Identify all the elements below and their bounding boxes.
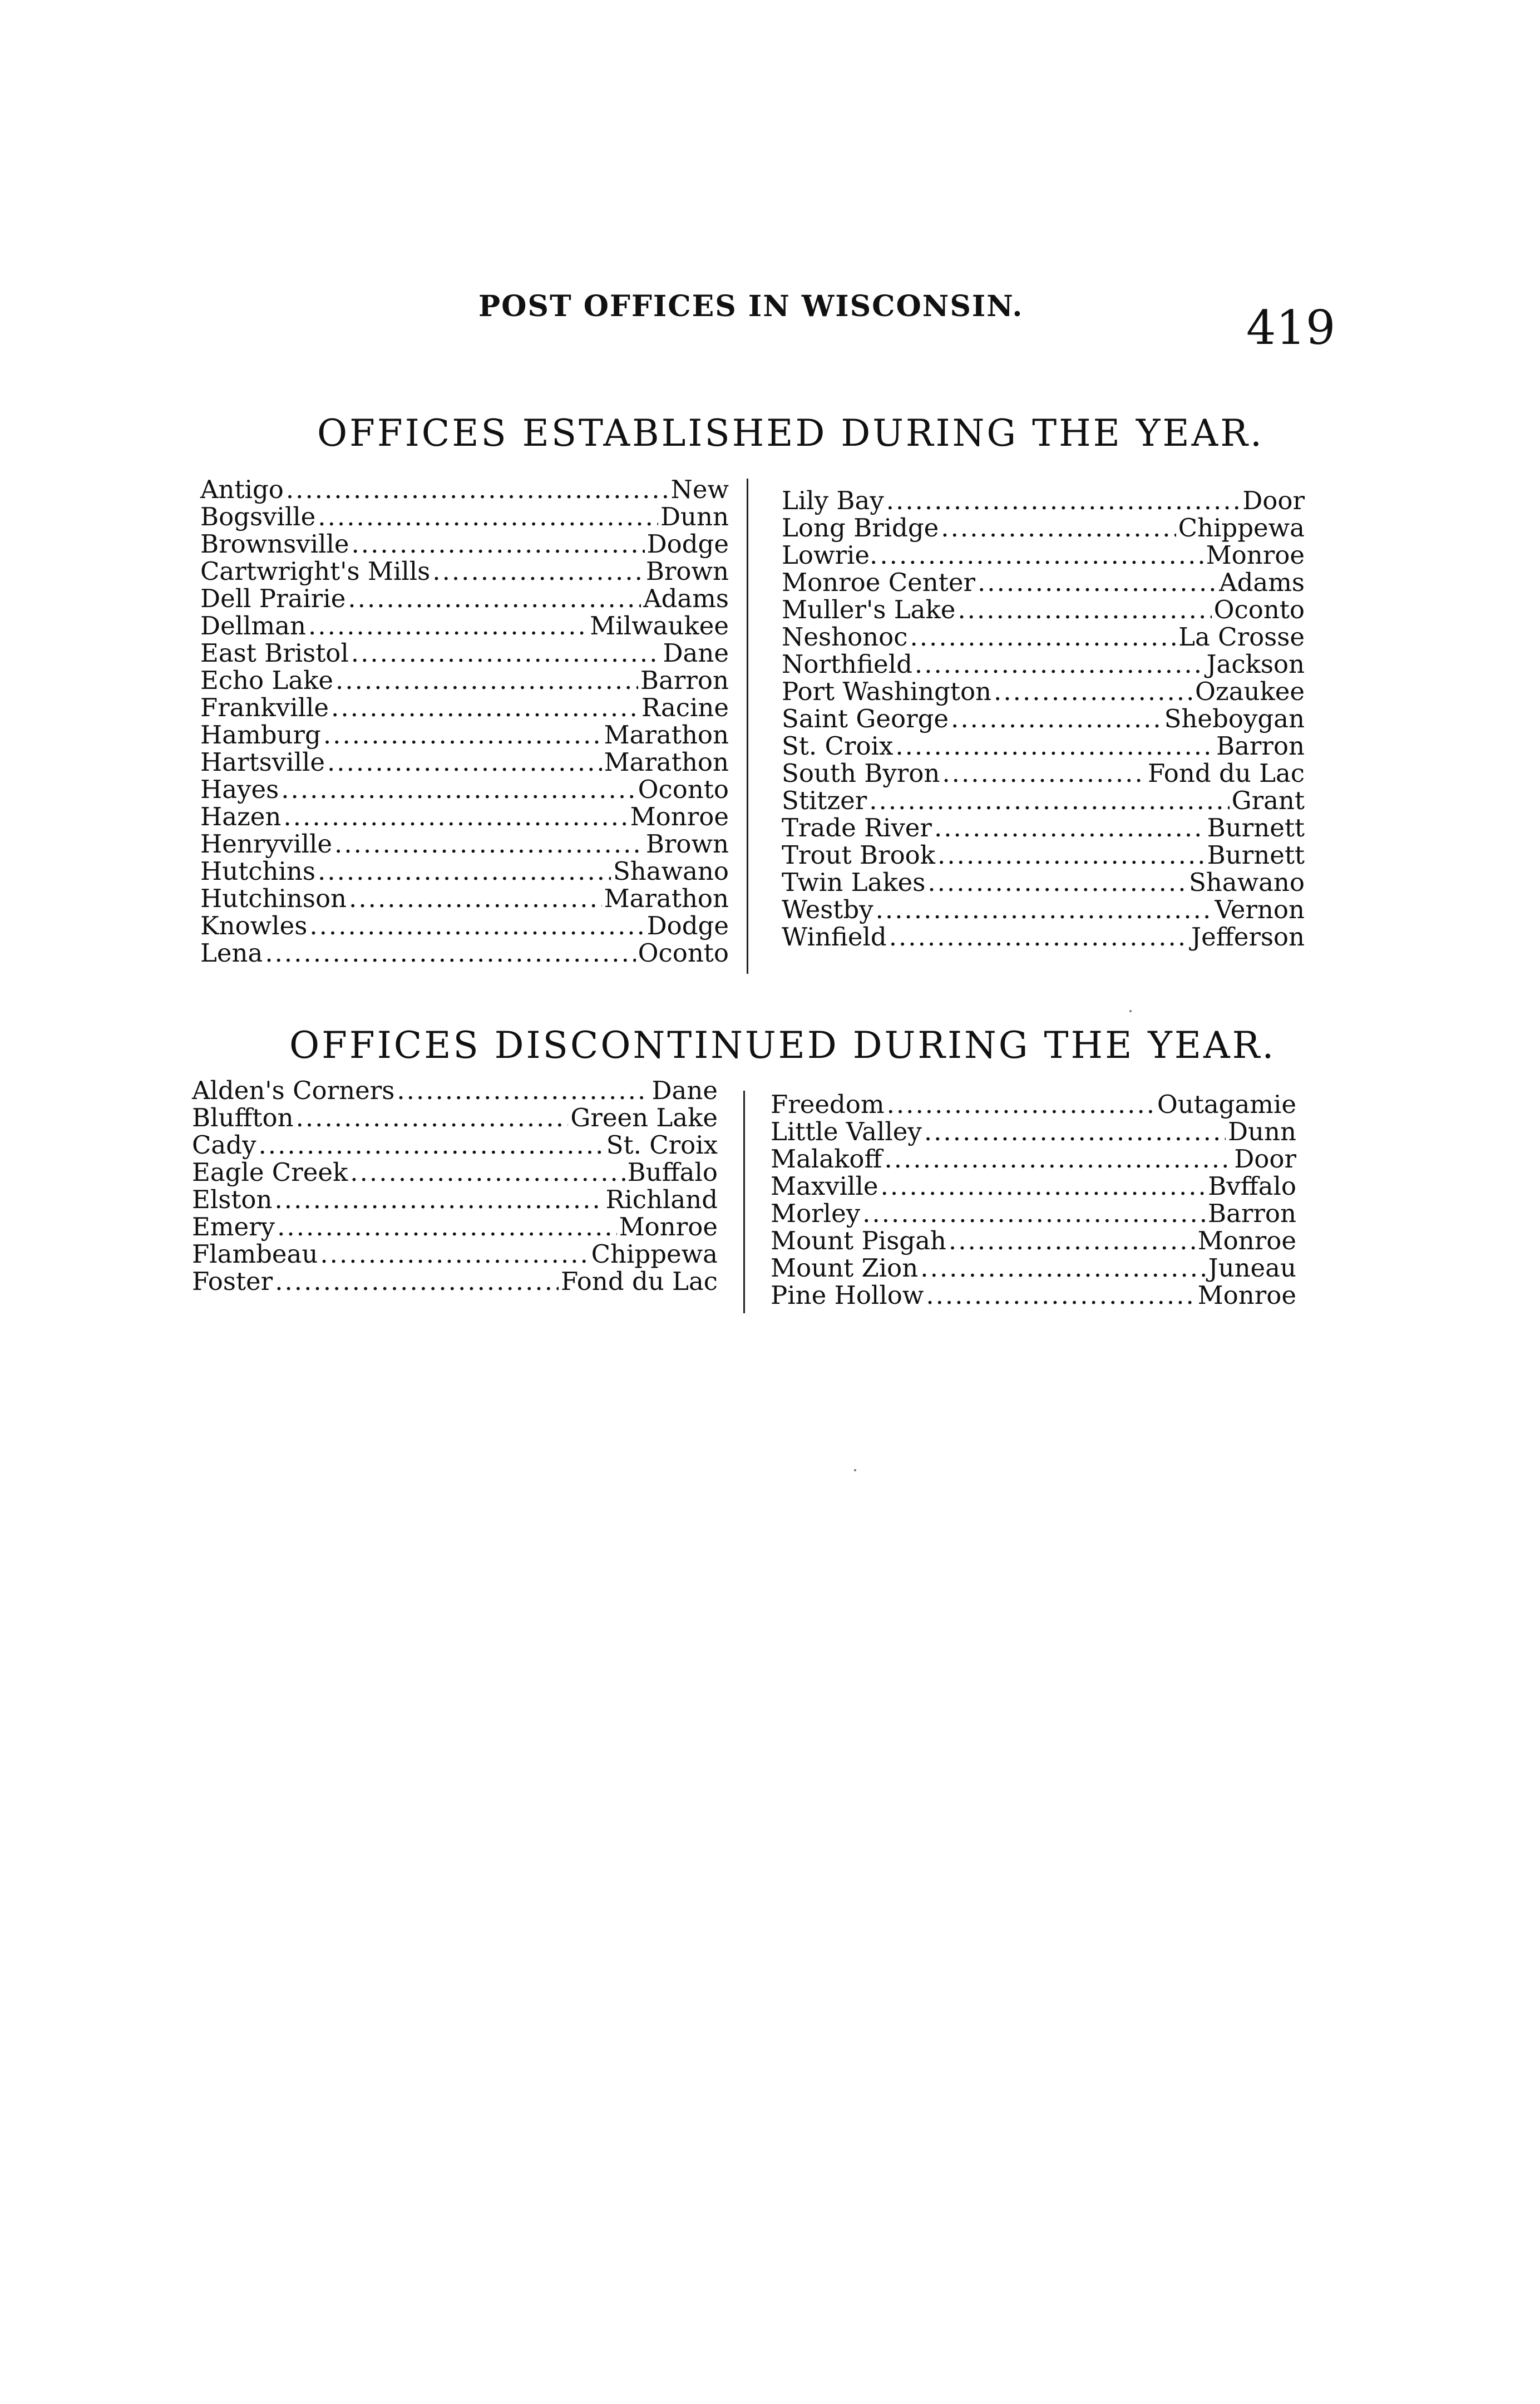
dot-leader [308, 612, 588, 639]
office-name: South Byron [782, 758, 940, 788]
county-name: Buffalo [627, 1157, 718, 1187]
post-office-entry [200, 803, 729, 830]
office-name: Monroe Center [782, 568, 975, 597]
post-office-entry [782, 569, 1305, 596]
office-name: East Bristol [200, 638, 349, 668]
post-office-entry [200, 939, 729, 967]
county-name: Monroe [1197, 1226, 1296, 1255]
office-name: Eagle Creek [192, 1157, 348, 1187]
post-office-entry [771, 1173, 1296, 1200]
post-office-entry [782, 923, 1305, 950]
post-office-entry [192, 1159, 718, 1186]
post-office-entry [771, 1227, 1296, 1254]
office-name: Hutchins [200, 856, 315, 886]
post-office-entry [192, 1268, 718, 1295]
office-name: Mount Zion [771, 1253, 919, 1283]
dot-leader [934, 814, 1205, 841]
office-name: Neshonoc [782, 622, 908, 652]
county-name: Green Lake [570, 1103, 718, 1132]
county-name: Dunn [1227, 1117, 1296, 1146]
dot-leader [994, 678, 1193, 705]
page-number: 419 [1246, 300, 1336, 355]
office-name: Hutchinson [200, 884, 347, 913]
dot-leader [318, 503, 658, 530]
county-name: Adams [1219, 568, 1305, 597]
post-office-entry [782, 596, 1305, 623]
post-office-entry [771, 1200, 1296, 1227]
post-office-entry [782, 760, 1305, 787]
dot-leader [862, 1200, 1206, 1227]
county-name: Ozaukee [1195, 677, 1305, 706]
county-name: Brown [645, 556, 729, 586]
post-office-entry [192, 1104, 718, 1131]
dot-leader [942, 760, 1146, 787]
dot-leader [350, 1159, 625, 1186]
dot-leader [327, 748, 602, 776]
office-name: Port Washington [782, 677, 992, 706]
post-office-entry [782, 787, 1305, 814]
dot-leader [286, 476, 669, 503]
post-office-entry [771, 1091, 1296, 1118]
post-office-entry [771, 1145, 1296, 1173]
dot-leader [951, 705, 1162, 732]
post-office-entry [200, 476, 729, 503]
county-name: Monroe [1206, 540, 1305, 570]
established-right-column [782, 487, 1305, 950]
office-name: Mount Pisgah [771, 1226, 946, 1255]
dot-leader [331, 694, 639, 721]
dot-leader [349, 885, 602, 912]
county-name: Juneau [1208, 1253, 1296, 1283]
office-name: Flambeau [192, 1239, 318, 1269]
dot-leader [927, 869, 1187, 896]
county-name: Jefferson [1191, 922, 1305, 952]
post-office-entry [200, 721, 729, 748]
county-name: Marathon [604, 884, 729, 913]
post-office-entry [192, 1186, 718, 1213]
dot-leader [937, 841, 1205, 869]
dot-leader [335, 667, 638, 694]
office-name: Winfield [782, 922, 887, 952]
county-name: Shawano [1188, 868, 1305, 897]
county-name: Vernon [1215, 895, 1305, 924]
discontinued-right-column [771, 1091, 1296, 1309]
county-name: Dane [651, 1076, 718, 1105]
office-name: Pine Hollow [771, 1280, 924, 1310]
post-office-entry [782, 896, 1305, 923]
county-name: Shawano [613, 856, 729, 886]
county-name: Marathon [604, 747, 729, 777]
discontinued-section-title: OFFICES DISCONTINUED DURING THE YEAR. [289, 1024, 1276, 1067]
office-name: Antigo [200, 475, 284, 504]
county-name: La Crosse [1178, 622, 1305, 652]
post-office-entry [782, 651, 1305, 678]
dot-leader [949, 1227, 1196, 1254]
office-name: Echo Lake [200, 666, 334, 695]
county-name: Dodge [646, 911, 729, 940]
established-section-title: OFFICES ESTABLISHED DURING THE YEAR. [317, 412, 1264, 455]
office-name: Lowrie. [782, 540, 878, 570]
dot-leader [265, 939, 635, 967]
post-office-entry [771, 1282, 1296, 1309]
dot-leader [281, 776, 635, 803]
office-name: Brownsville [200, 529, 349, 559]
county-name: Door [1234, 1144, 1296, 1174]
dot-leader [320, 1240, 589, 1268]
office-name: Lena [200, 938, 263, 968]
dot-leader [283, 803, 628, 830]
dot-leader [275, 1268, 559, 1295]
county-name: St. Croix [606, 1130, 718, 1160]
office-name: Northfield [782, 649, 912, 679]
office-name: Foster [192, 1267, 273, 1296]
county-name: Barron [1216, 731, 1305, 761]
established-left-column [200, 476, 729, 967]
office-name: Cady [192, 1130, 256, 1160]
office-name: Trade River [782, 813, 932, 843]
post-office-entry [200, 530, 729, 558]
office-name: Dell Prairie [200, 584, 346, 613]
county-name: Chippewa [1178, 513, 1305, 543]
county-name: New [670, 475, 729, 504]
post-office-entry [782, 732, 1305, 760]
office-name: Hazen [200, 802, 282, 831]
dot-leader [884, 1145, 1232, 1173]
office-name: Long Bridge [782, 513, 939, 543]
column-divider [747, 479, 748, 974]
post-office-entry [200, 667, 729, 694]
office-name: Dellman [200, 611, 306, 641]
office-name: Trout Brook [782, 840, 936, 870]
dot-leader [895, 732, 1214, 760]
office-name: Westby [782, 895, 873, 924]
office-name: Freedom [771, 1090, 885, 1119]
county-name: Bvffalo [1208, 1171, 1296, 1201]
column-divider [743, 1091, 745, 1313]
post-office-entry [782, 814, 1305, 841]
dot-leader [432, 558, 644, 585]
office-name: Twin Lakes [782, 868, 926, 897]
county-name: Richland [605, 1185, 718, 1214]
dot-leader [348, 585, 641, 612]
post-office-entry [192, 1131, 718, 1159]
post-office-entry [782, 678, 1305, 705]
county-name: Milwaukee [590, 611, 729, 641]
county-name: Barron [640, 666, 729, 695]
ink-speck [1129, 1010, 1132, 1012]
post-office-entry [782, 869, 1305, 896]
office-name: Bogsville [200, 502, 316, 531]
post-office-entry [200, 585, 729, 612]
post-office-entry [192, 1213, 718, 1240]
county-name: Dane [663, 638, 729, 668]
office-name: Frankville [200, 693, 329, 722]
dot-leader [910, 623, 1176, 651]
post-office-entry [192, 1240, 718, 1268]
dot-leader [323, 721, 602, 748]
dot-leader [889, 923, 1189, 950]
dot-leader [887, 1091, 1155, 1118]
dot-leader [876, 896, 1213, 923]
dot-leader [926, 1282, 1195, 1309]
office-name: Malakoff [771, 1144, 882, 1174]
post-office-entry [771, 1118, 1296, 1145]
dot-leader [397, 1077, 649, 1104]
county-name: Monroe [630, 802, 729, 831]
discontinued-left-column [192, 1077, 718, 1295]
dot-leader [334, 830, 644, 858]
post-office-entry [200, 748, 729, 776]
dot-leader [277, 1213, 617, 1240]
office-name: Maxville [771, 1171, 878, 1201]
county-name: Racine [641, 693, 729, 722]
county-name: Barron [1208, 1199, 1296, 1228]
post-office-entry [782, 487, 1305, 514]
dot-leader [351, 639, 661, 667]
post-office-entry [200, 694, 729, 721]
office-name: Bluffton [192, 1103, 294, 1132]
office-name: Stitzer [782, 786, 867, 815]
county-name: Oconto [638, 938, 729, 968]
county-name: Dunn [660, 502, 729, 531]
office-name: Cartwright's Mills [200, 556, 431, 586]
county-name: Burnett [1207, 840, 1305, 870]
dot-leader [275, 1186, 604, 1213]
post-office-entry [200, 612, 729, 639]
post-office-entry [782, 623, 1305, 651]
office-name: Hartsville [200, 747, 325, 777]
dot-leader [920, 1254, 1206, 1282]
dot-leader [957, 596, 1211, 623]
post-office-entry [200, 558, 729, 585]
office-name: Hayes [200, 775, 279, 804]
office-name: Hamburg [200, 720, 321, 750]
county-name: Brown [645, 829, 729, 859]
post-office-entry [200, 503, 729, 530]
post-office-entry [200, 776, 729, 803]
post-office-entry [200, 885, 729, 912]
post-office-entry [192, 1077, 718, 1104]
county-name: Dodge [646, 529, 729, 559]
dot-leader [318, 858, 611, 885]
county-name: Fond du Lac [561, 1267, 718, 1296]
county-name: Grant [1231, 786, 1305, 815]
post-office-entry [782, 541, 1305, 569]
county-name: Marathon [604, 720, 729, 750]
ink-speck [854, 1469, 856, 1471]
county-name: Door [1242, 486, 1305, 515]
dot-leader [880, 541, 1203, 569]
dot-leader [296, 1104, 569, 1131]
dot-leader [978, 569, 1217, 596]
office-name: Alden's Corners [192, 1076, 395, 1105]
office-name: Elston [192, 1185, 273, 1214]
office-name: Lily Bay [782, 486, 884, 515]
county-name: Monroe [1197, 1280, 1296, 1310]
office-name: Morley [771, 1199, 861, 1228]
county-name: Chippewa [591, 1239, 718, 1269]
county-name: Fond du Lac [1148, 758, 1305, 788]
dot-leader [924, 1118, 1226, 1145]
office-name: St. Croix [782, 731, 894, 761]
post-office-entry [200, 639, 729, 667]
dot-leader [352, 530, 645, 558]
dot-leader [915, 651, 1205, 678]
post-office-entry [771, 1254, 1296, 1282]
dot-leader [259, 1131, 604, 1159]
county-name: Outagamie [1157, 1090, 1296, 1119]
dot-leader [309, 912, 644, 939]
county-name: Monroe [619, 1212, 718, 1242]
post-office-entry [782, 705, 1305, 732]
dot-leader [941, 514, 1176, 541]
post-office-entry [200, 858, 729, 885]
post-office-entry [200, 830, 729, 858]
county-name: Burnett [1207, 813, 1305, 843]
running-head: POST OFFICES IN WISCONSIN. [478, 289, 1024, 323]
county-name: Oconto [638, 775, 729, 804]
county-name: Sheboygan [1164, 704, 1305, 733]
dot-leader [869, 787, 1229, 814]
county-name: Adams [643, 584, 729, 613]
dot-leader [886, 487, 1241, 514]
dot-leader [881, 1173, 1206, 1200]
office-name: Muller's Lake [782, 595, 956, 624]
office-name: Henryville [200, 829, 333, 859]
office-name: Little Valley [771, 1117, 922, 1146]
county-name: Jackson [1206, 649, 1305, 679]
post-office-entry [200, 912, 729, 939]
office-name: Knowles [200, 911, 308, 940]
county-name: Oconto [1213, 595, 1305, 624]
office-name: Emery [192, 1212, 275, 1242]
post-office-entry [782, 514, 1305, 541]
post-office-entry [782, 841, 1305, 869]
office-name: Saint George [782, 704, 949, 733]
